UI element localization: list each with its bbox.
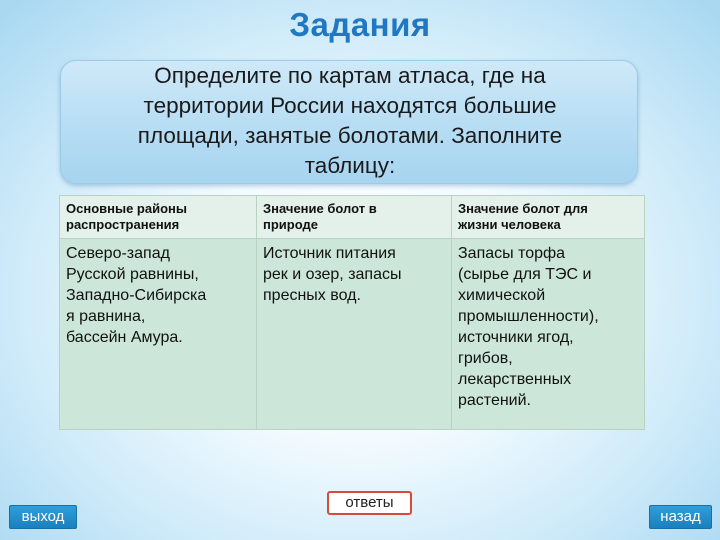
task-text xyxy=(71,61,629,181)
slide-title: Задания xyxy=(289,6,431,43)
exit-button[interactable]: выход xyxy=(9,505,77,529)
cell-nature-value xyxy=(257,239,452,430)
header-line: Значение болот для xyxy=(458,201,588,216)
cell-regions xyxy=(60,239,257,430)
cell-line: Источник питания xyxy=(263,245,396,262)
task-line: площади, занятые болотами. Заполните xyxy=(137,123,563,148)
cell-line: Западно-Сибирска xyxy=(66,287,207,304)
task-box xyxy=(60,60,638,184)
header-line: распространения xyxy=(66,217,180,232)
cell-line: растений. xyxy=(458,392,531,409)
cell-line: рек и озер, запасы xyxy=(263,266,402,283)
cell-line: Северо-запад xyxy=(66,245,170,262)
cell-line: Русской равнины, xyxy=(66,266,199,283)
header-line: Основные районы xyxy=(66,201,187,216)
cell-line: грибов, xyxy=(458,350,513,367)
header-regions xyxy=(60,196,257,239)
header-line: природе xyxy=(263,217,318,232)
cell-line: лекарственных xyxy=(458,371,572,388)
task-line: территории России находятся большие xyxy=(143,93,557,118)
task-line: Определите по картам атласа, где на xyxy=(154,63,546,88)
table-header-row xyxy=(60,196,645,239)
answers-button[interactable]: ответы xyxy=(327,491,412,515)
cell-line: бассейн Амура. xyxy=(66,329,183,346)
back-button[interactable]: назад xyxy=(649,505,712,529)
cell-line: я равнина, xyxy=(66,308,146,325)
cell-line: пресных вод. xyxy=(263,287,361,304)
header-line: жизни человека xyxy=(458,217,561,232)
cell-line: промышленности), xyxy=(458,308,599,325)
cell-human-value xyxy=(452,239,645,430)
task-line: таблицу: xyxy=(304,153,396,178)
header-human-value xyxy=(452,196,645,239)
table-row xyxy=(60,239,645,430)
header-nature-value xyxy=(257,196,452,239)
cell-line: Запасы торфа xyxy=(458,245,566,262)
cell-line: химической xyxy=(458,287,546,304)
header-line: Значение болот в xyxy=(263,201,377,216)
cell-line: (сырье для ТЭС и xyxy=(458,266,592,283)
cell-line: источники ягод, xyxy=(458,329,574,346)
answer-table xyxy=(59,195,645,430)
